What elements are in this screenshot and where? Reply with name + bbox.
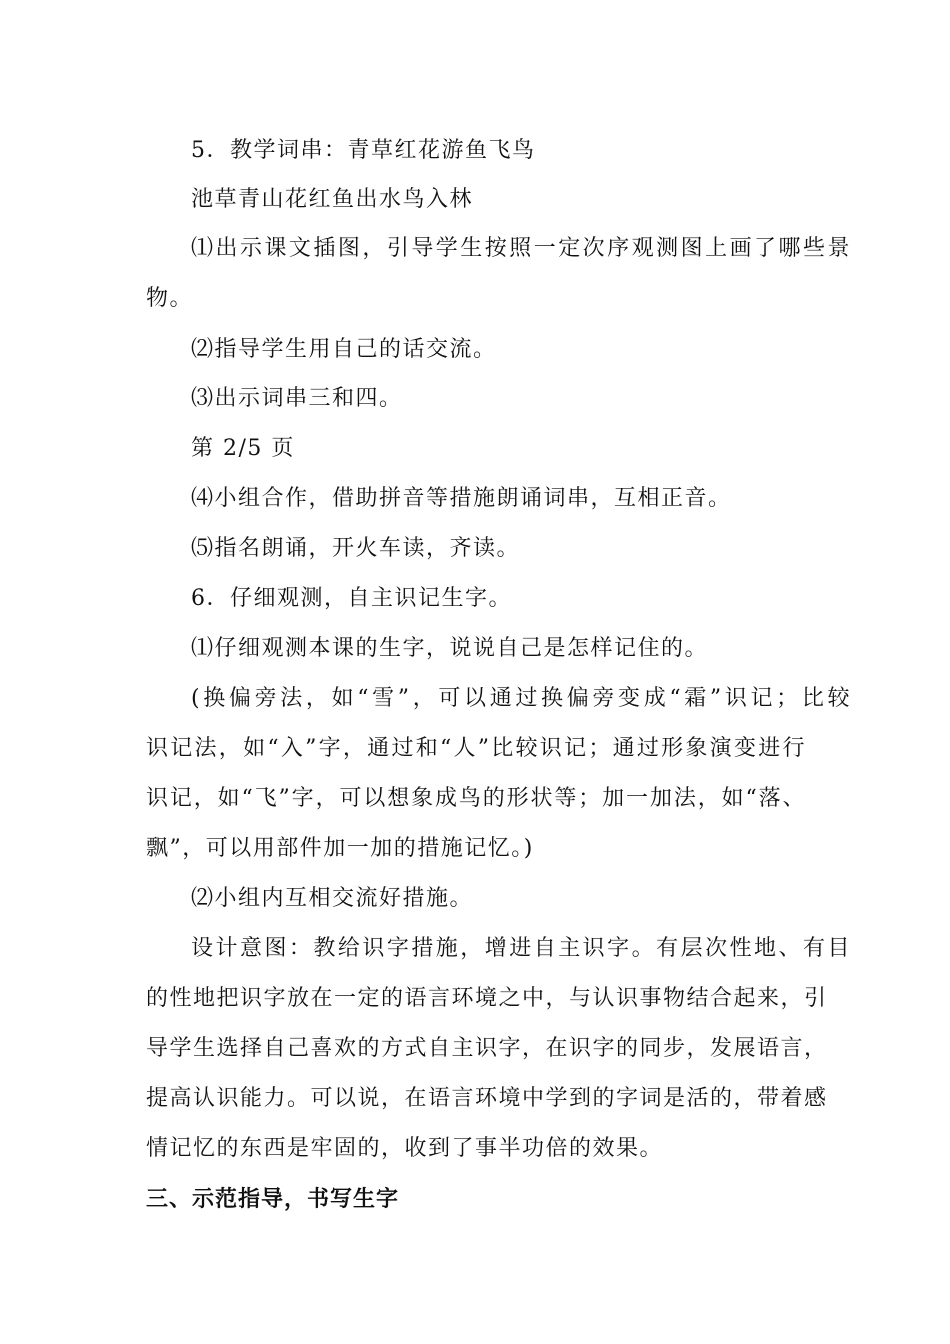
- text-line: 飘”，可以用部件加一加的措施记忆。): [146, 836, 534, 861]
- text-line: 提高认识能力。可以说，在语言环境中学到的字词是活的，带着感: [146, 1086, 828, 1111]
- text-line: ⑸指名朗诵，开火车读，齐读。: [191, 536, 521, 561]
- text-line: 识记法，如“入”字，通过和“人”比较识记；通过形象演变进行: [146, 736, 806, 761]
- text-line: 6．仔细观测，自主识记生字。: [191, 586, 512, 611]
- text-line: ⑵小组内互相交流好措施。: [191, 886, 474, 911]
- text-line: ⑶出示词串三和四。: [191, 386, 403, 411]
- text-line: 设计意图：教给识字措施，增进自主识字。有层次性地、有目: [191, 936, 851, 961]
- text-line: ⑴仔细观测本课的生字，说说自己是怎样记住的。: [191, 636, 709, 661]
- text-line: ⑵指导学生用自己的话交流。: [191, 337, 497, 362]
- page-number: 第 2/5 页: [191, 436, 295, 461]
- text-line: 导学生选择自己喜欢的方式自主识字，在识字的同步，发展语言，: [146, 1036, 828, 1061]
- text-line: (换偏旁法，如“雪”，可以通过换偏旁变成“霜”识记；比较: [191, 686, 851, 711]
- text-line: 情记忆的东西是牢固的，收到了事半功倍的效果。: [146, 1136, 664, 1161]
- text-line: ⑷小组合作，借助拼音等措施朗诵词串，互相正音。: [191, 486, 732, 511]
- text-line: 物。: [146, 286, 194, 311]
- text-line: 识记，如“飞”字，可以想象成鸟的形状等；加一加法，如“落、: [146, 786, 806, 811]
- text-line: 5．教学词串：青草红花游鱼飞鸟: [191, 138, 536, 163]
- text-line: ⑴出示课文插图，引导学生按照一定次序观测图上画了哪些景: [191, 236, 851, 261]
- text-line: 池草青山花红鱼出水鸟入林: [191, 187, 474, 212]
- section-heading: 三、示范指导，书写生字: [146, 1186, 400, 1212]
- text-line: 的性地把识字放在一定的语言环境之中，与认识事物结合起来，引: [146, 986, 828, 1011]
